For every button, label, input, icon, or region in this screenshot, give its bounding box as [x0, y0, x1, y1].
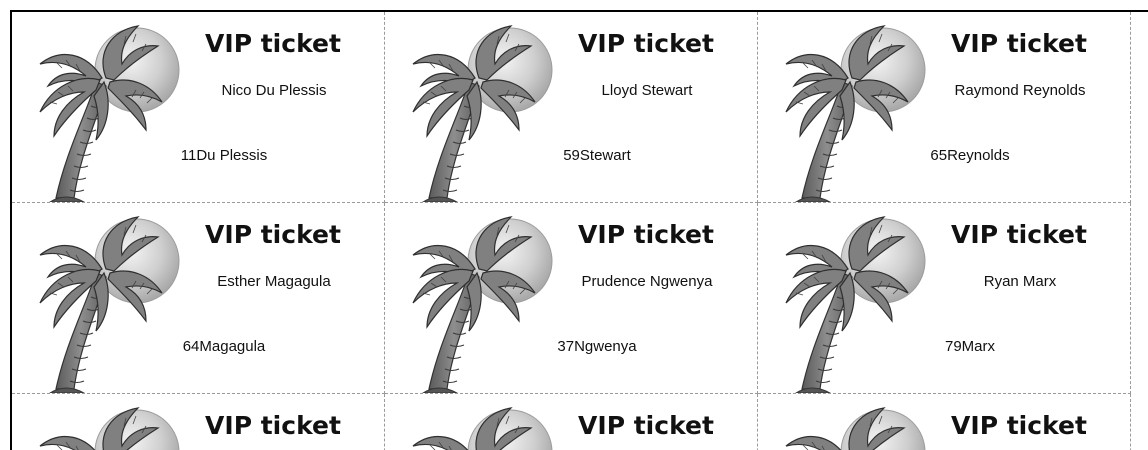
ticket-code: 37Ngwenya: [557, 338, 637, 355]
ticket-card: [385, 12, 758, 203]
ticket-title: VIP ticket: [578, 411, 714, 440]
ticket-code: 79Marx: [944, 338, 996, 355]
ticket-card: [12, 12, 385, 203]
ticket-card: [12, 394, 385, 450]
palm-tree-sun-icon: [26, 404, 186, 450]
ticket-title: VIP ticket: [951, 411, 1087, 440]
ticket-title: VIP ticket: [578, 220, 714, 249]
palm-tree-sun-icon: [772, 213, 932, 394]
ticket-card: [385, 203, 758, 394]
label-sheet: [10, 10, 1148, 450]
ticket-card: [758, 203, 1131, 394]
palm-tree-sun-icon: [26, 22, 186, 203]
palm-tree-sun-icon: [399, 22, 559, 203]
ticket-code: 65Reynolds: [930, 147, 1010, 164]
palm-tree-sun-icon: [26, 213, 186, 394]
ticket-code: 11Du Plessis: [180, 147, 268, 164]
guest-name: Prudence Ngwenya: [581, 273, 713, 290]
palm-tree-sun-icon: [399, 404, 559, 450]
ticket-code: 59Stewart: [563, 147, 631, 164]
ticket-title: VIP ticket: [578, 29, 714, 58]
ticket-title: VIP ticket: [205, 220, 341, 249]
ticket-card: [758, 12, 1131, 203]
ticket-card: [385, 394, 758, 450]
guest-name: Esther Magagula: [217, 273, 331, 290]
guest-name: Ryan Marx: [983, 273, 1057, 290]
ticket-title: VIP ticket: [205, 29, 341, 58]
ticket-card: [12, 203, 385, 394]
palm-tree-sun-icon: [772, 22, 932, 203]
ticket-code: 64Magagula: [182, 338, 266, 355]
ticket-title: VIP ticket: [205, 411, 341, 440]
guest-name: Nico Du Plessis: [221, 82, 327, 99]
guest-name: Raymond Reynolds: [954, 82, 1086, 99]
ticket-card: [758, 394, 1131, 450]
palm-tree-sun-icon: [399, 213, 559, 394]
palm-tree-sun-icon: [772, 404, 932, 450]
ticket-title: VIP ticket: [951, 220, 1087, 249]
ticket-title: VIP ticket: [951, 29, 1087, 58]
guest-name: Lloyd Stewart: [601, 82, 693, 99]
